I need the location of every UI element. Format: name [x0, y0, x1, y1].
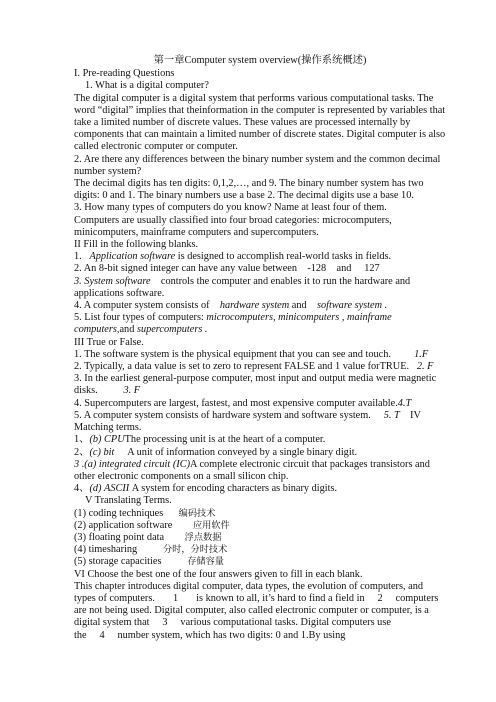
blank-2-answer-max: 127	[364, 263, 380, 275]
match-1-number: 1、	[74, 434, 90, 446]
match-4-text: A system for encoding characters as binary digits.	[131, 483, 338, 495]
question-2: 2. Are there any differences between the binary number system and the common decimal number system?	[74, 153, 441, 177]
cloze-text-5: number system, which has two digits: 0 and 1.By using	[117, 629, 346, 641]
blank-2-answer-min: -128	[307, 263, 327, 275]
term-3-en: (3) floating point data	[74, 531, 165, 543]
blank-4-answer-hardware: hardware system	[219, 300, 290, 312]
match-1-answer: (b) CPU	[89, 434, 125, 446]
blank-5-and: and	[119, 324, 137, 336]
match-2-number: 2、	[74, 446, 90, 458]
cloze-text-1: This chapter introduces digital computer, data types, the evolution of computers, and types of computers.	[74, 580, 424, 604]
cloze-blank-3: 3	[162, 617, 168, 629]
tf-4-answer: 4.T	[397, 397, 412, 409]
blank-2-text: 2. An 8-bit signed integer can have any value between	[74, 263, 298, 275]
section-heading-pre-reading: I. Pre-reading Questions	[74, 68, 175, 80]
cloze-blank-1: 1	[172, 592, 179, 604]
cloze-passage	[74, 581, 446, 642]
tf-item-1	[74, 349, 446, 361]
match-2-answer: (c) bit	[89, 446, 115, 458]
blank-4-text: 4. A computer system consists of	[74, 300, 210, 312]
match-1-text: The processing unit is at the heart of a computer.	[124, 434, 326, 446]
tf-5-answer: 5. T	[383, 409, 400, 421]
blank-1-answer: Application software	[89, 251, 176, 263]
blank-item-5	[74, 312, 446, 336]
term-5-zh: 存储容量	[187, 556, 224, 568]
tf-5-text: 5. A computer system consists of hardware system and software system.	[74, 409, 371, 421]
match-3-answer: 3 .(a) integrated circuit (IC)	[74, 458, 191, 470]
term-4-zh: 分时，分时技术	[162, 544, 228, 556]
cloze-blank-4: 4	[99, 629, 105, 641]
cloze-blank-2: 2	[377, 592, 383, 604]
match-3-text: A complete electronic circuit that packages transistors and other electronic components on a small silicon chip.	[74, 458, 430, 482]
document-content	[74, 55, 446, 642]
blank-1-text: is designed to accomplish real-world tasks in fields.	[175, 251, 392, 263]
page-title: 第一章Computer system overview(操作系统概述)	[153, 55, 367, 66]
blank-item-4	[74, 300, 446, 312]
section-heading-true-false: III True or False.	[74, 336, 144, 348]
tf-4-text: 4. Supercomputers are largest, fastest, and most expensive computer available.	[74, 397, 398, 409]
blank-4-and: and	[291, 300, 307, 312]
tf-1-text: 1. The software system is the physical equipment that you can see and touch.	[74, 348, 391, 360]
answer-2: The decimal digits has ten digits: 0,1,2,…, and 9. The binary number system has two digits: 0 and 1. The binary numbers use a base 2. The decimal digits use a base 10.	[74, 178, 424, 202]
match-item-3	[74, 459, 446, 483]
match-2-text: A unit of information conveyed by a single binary digit.	[127, 446, 358, 458]
cloze-text-4: various computational tasks. Digital computers use the	[74, 617, 391, 641]
blank-1-number: 1.	[74, 251, 82, 263]
match-item-2	[74, 447, 446, 459]
section-heading-matching: IV Matching terms.	[74, 409, 421, 434]
term-item-2	[74, 520, 446, 532]
term-2-zh: 应用软件	[192, 519, 230, 531]
blank-5-text: 5. List four types of computers:	[74, 312, 207, 324]
match-item-4	[74, 483, 446, 495]
tf-1-answer: 1.F	[414, 348, 429, 360]
term-item-4	[74, 544, 446, 556]
cloze-text-2: is known to all, it’s hard to find a field in	[196, 592, 365, 604]
term-1-en: (1) coding techniques	[74, 507, 164, 519]
term-item-1	[74, 508, 446, 520]
term-5-en: (5) storage capacities	[74, 556, 162, 568]
blank-3-answer: 3. System software	[74, 275, 151, 287]
question-1: 1. What is a digital computer?	[85, 80, 209, 92]
tf-3-text: 3. In the earliest general-purpose computer, most input and output media were magnetic disks.	[74, 373, 437, 397]
match-item-1	[74, 434, 446, 446]
blank-item-3	[74, 276, 446, 300]
match-4-answer: (d) ASCII	[89, 483, 130, 495]
term-item-3	[74, 532, 446, 544]
section-heading-fill-blanks: II Fill in the following blanks.	[74, 239, 199, 251]
cloze-text-3: computers are not being used. Digital computer, also called electronic computer or computer, is a digital system that	[74, 592, 439, 629]
tf-2-text: 2. Typically, a data value is set to zero to represent FALSE and 1 value forTRUE.	[74, 361, 410, 373]
term-2-en: (2) application software	[74, 519, 173, 531]
match-4-number: 4、	[74, 483, 90, 495]
question-3: 3. How many types of computers do you know? Name at least four of them.	[74, 202, 387, 214]
term-item-5	[74, 556, 446, 568]
term-1-zh: 编码技术	[178, 507, 216, 519]
section-heading-translating: V Translating Terms.	[85, 495, 172, 507]
blank-2-and: and	[336, 263, 352, 275]
tf-2-answer: 2. F	[416, 361, 434, 373]
answer-1: The digital computer is a digital system that performs various computational tasks. The word “digital” implies that theinformation in the computer is represented by variables that take a limited number of discrete values. These values are processed internally by components that can maintain a limited number of discrete states. Digital computer is also called electronic computer or computer.	[74, 92, 446, 153]
term-3-zh: 浮点数据	[184, 531, 222, 543]
blank-4-answer-software: software system .	[316, 300, 388, 312]
answer-3: Computers are usually classified into four broad categories: microcomputers, minicomputers, mainframe computers and supercomputers.	[74, 214, 392, 238]
blank-item-2	[74, 263, 446, 275]
tf-item-2	[74, 361, 446, 373]
tf-item-3	[74, 373, 446, 397]
term-4-en: (4) timesharing	[74, 544, 138, 556]
tf-item-4	[74, 398, 446, 410]
section-heading-choose: VI Choose the best one of the four answers given to fill in each blank.	[74, 568, 363, 580]
blank-5-answer-last: supercomputers .	[136, 324, 208, 336]
tf-3-answer: 3. F	[123, 385, 141, 397]
blank-item-1	[74, 251, 446, 263]
tf-item-5	[74, 410, 446, 434]
blank-3-text: controls the computer and enables it to run the hardware and applications software.	[74, 275, 411, 299]
blank-5-answer: microcomputers, minicomputers , mainframe computers,	[74, 312, 392, 336]
